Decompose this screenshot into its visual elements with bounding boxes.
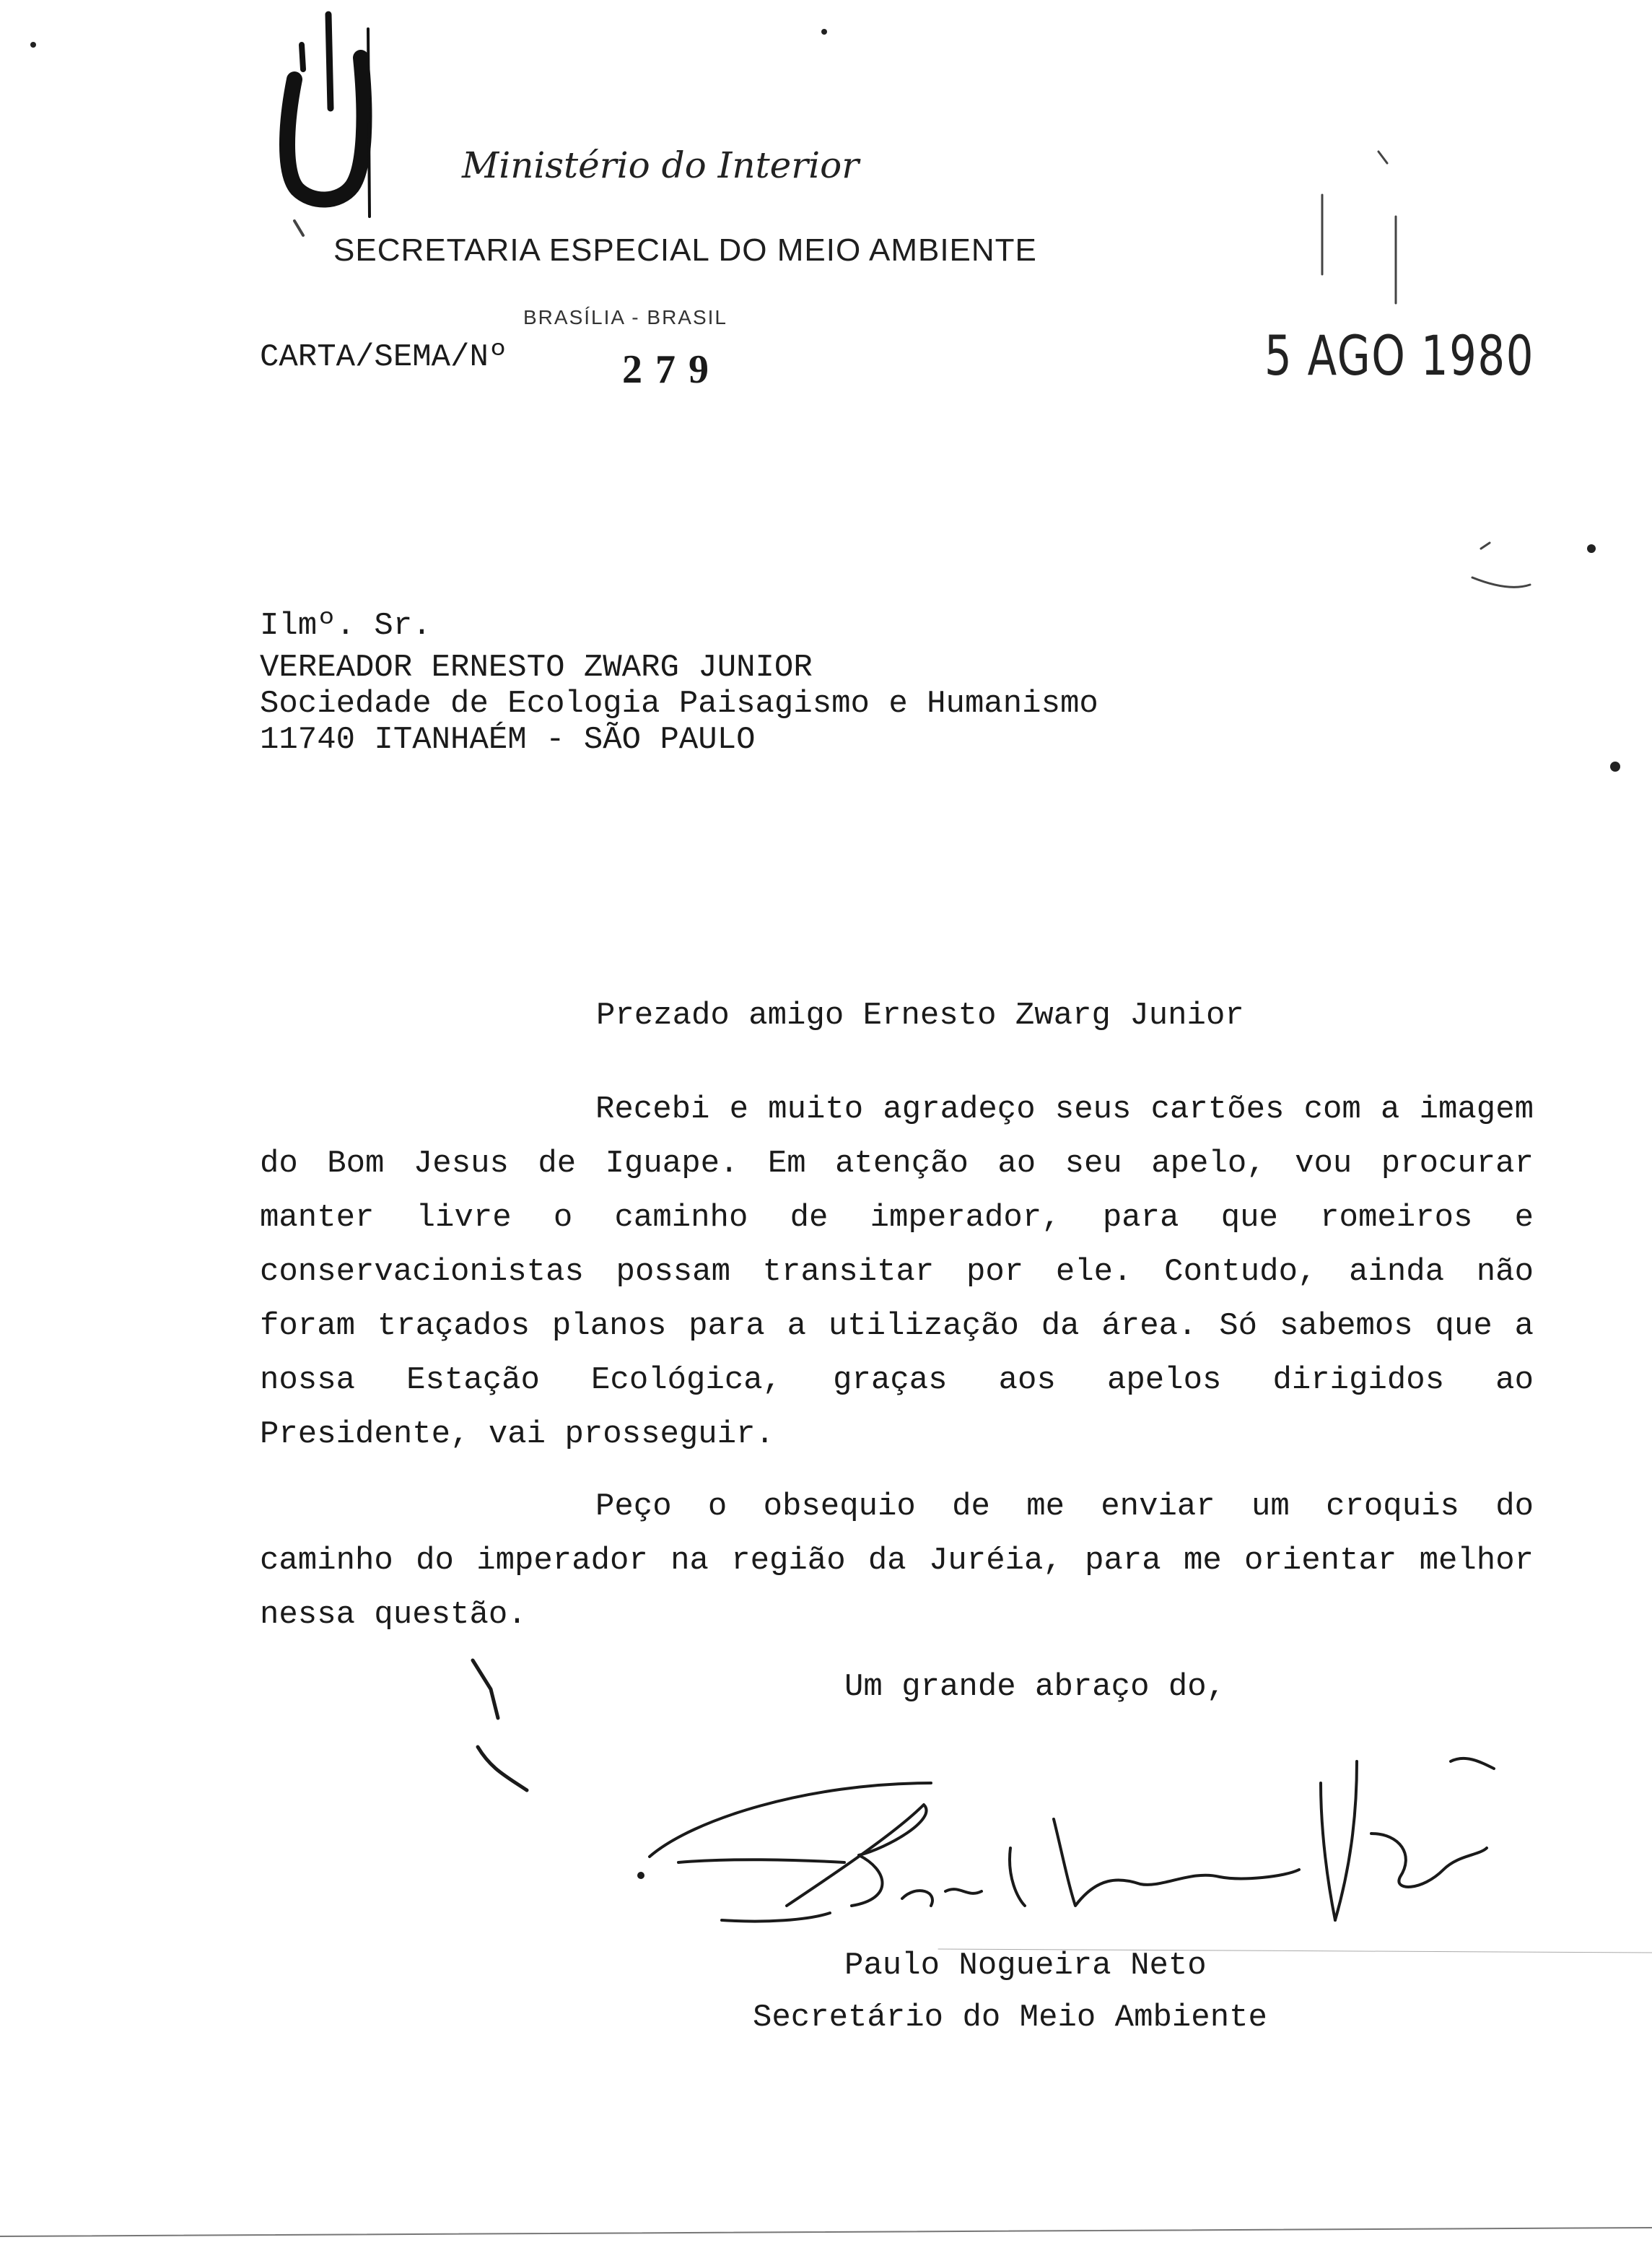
recipient-address: 11740 ITANHAÉM - SÃO PAULO [260,722,756,758]
date-stamp: 5 AGO 1980 [1264,323,1534,388]
recipient-organization: Sociedade de Ecologia Paisagismo e Humanismo [260,686,1098,722]
secretariat-name: SECRETARIA ESPECIAL DO MEIO AMBIENTE [333,232,1037,268]
signatory-name: Paulo Nogueira Neto [844,1948,1207,1984]
reference-number: 279 [622,347,722,392]
recipient-name: VEREADOR ERNESTO ZWARG JUNIOR [260,650,813,686]
recipient-salutation: Ilmº. Sr. [260,608,432,644]
letter-paragraph: Recebi e muito agradeço seus cartões com a imagem do Bom Jesus de Iguape. Em atenção ao seu apelo, vou procurar manter livre o caminho de imperador, para que romeiros e conservacionistas possam transitar por ele. Contudo, ainda não foram traçados planos para a utilização da área. Só sabemos que a nossa Estação Ecológica, graças aos apelos dirigidos ao Presidente, vai prosseguir. [260,1091,1534,1452]
letter-greeting: Prezado amigo Ernesto Zwarg Junior [596,998,1244,1034]
letter-closing: Um grande abraço do, [844,1669,1226,1705]
reference-label: CARTA/SEMA/Nº [260,339,508,375]
letterhead-location: BRASÍLIA - BRASIL [523,306,727,328]
ministry-name: Ministério do Interior [462,144,860,186]
letter-paragraph: Peço o obsequio de me enviar um croquis do caminho do imperador na região da Juréia, para me orientar melhor nessa questão. [260,1488,1534,1633]
signatory-title: Secretário do Meio Ambiente [753,2000,1267,2036]
